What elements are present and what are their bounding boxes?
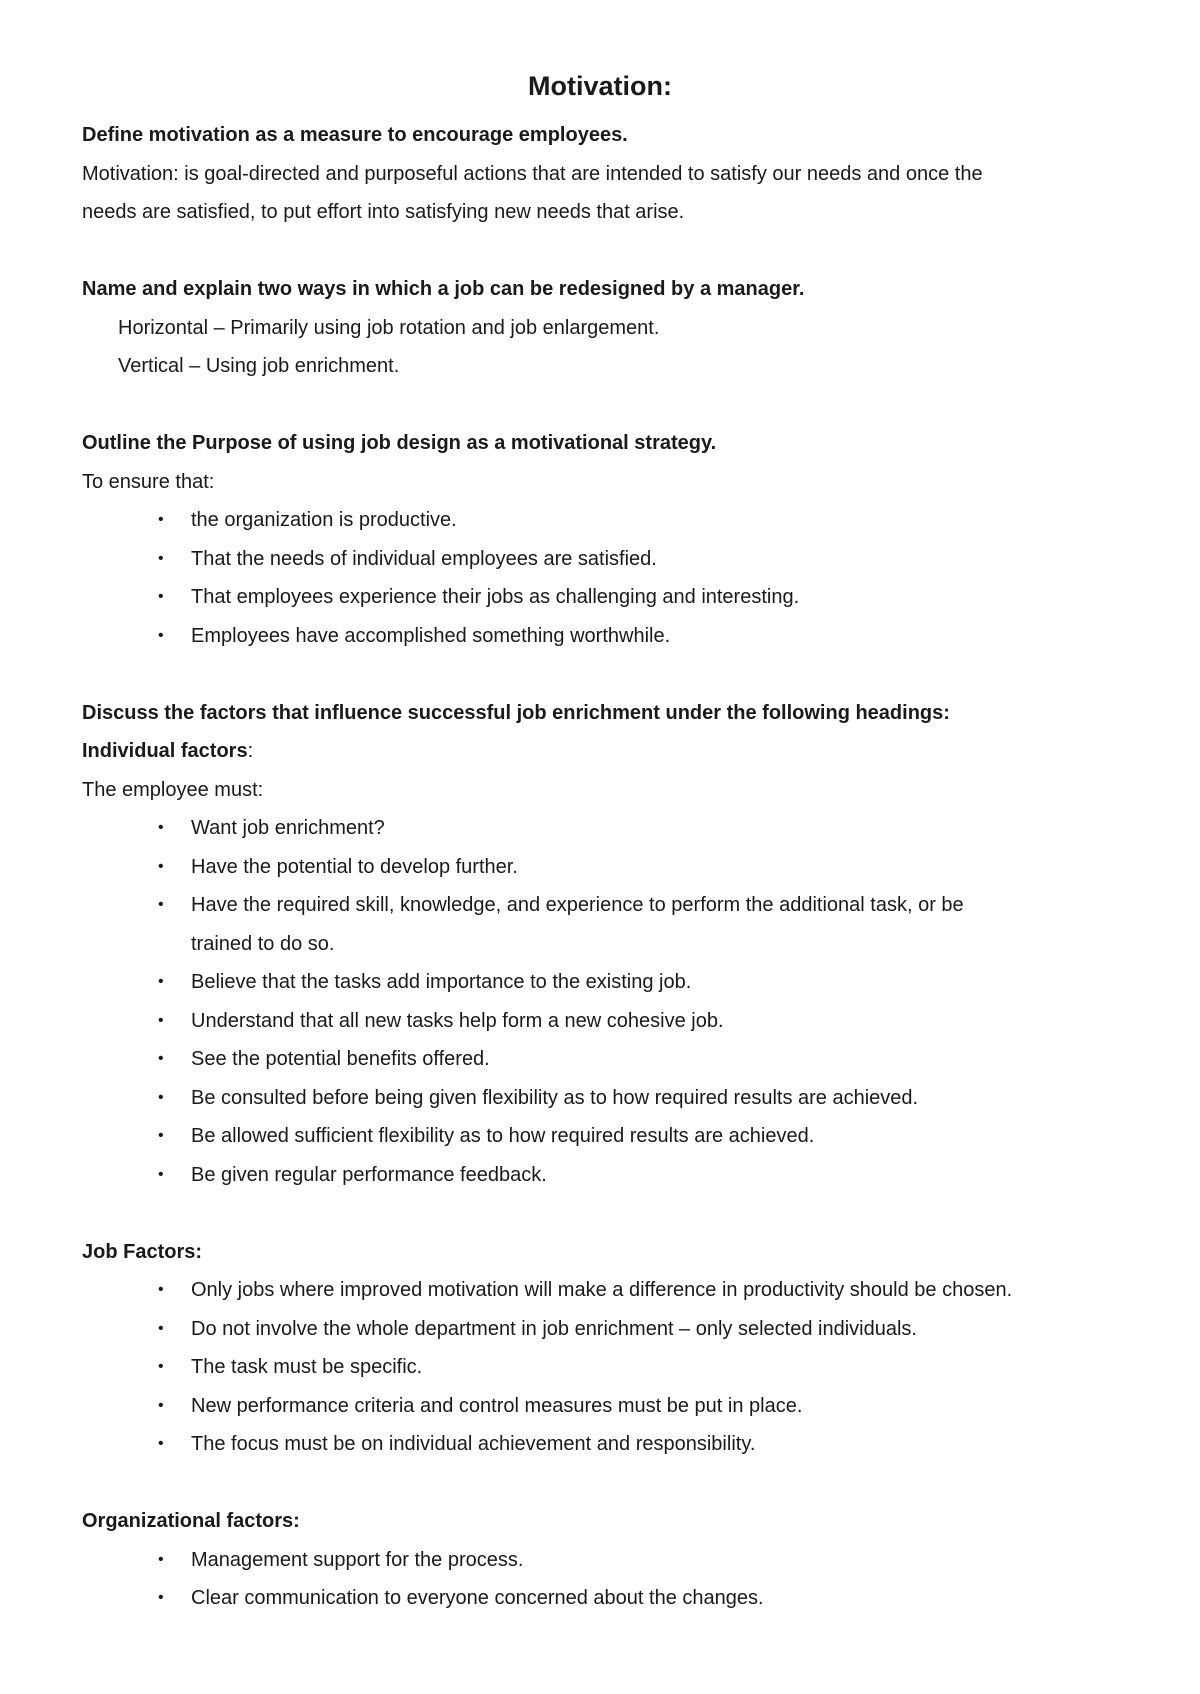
list-item: • Have the potential to develop further. xyxy=(82,848,1122,887)
bullet-icon: • xyxy=(158,819,164,836)
list-item: • Clear communication to everyone concerned about the changes. xyxy=(82,1579,1122,1618)
individual-factors-list xyxy=(82,809,1122,1194)
section-heading-define-motivation: Define motivation as a measure to encourage employees. xyxy=(82,124,628,146)
redesign-item-horizontal: Horizontal – Primarily using job rotation and job enlargement. xyxy=(118,316,660,339)
list-item: • New performance criteria and control measures must be put in place. xyxy=(82,1387,1122,1426)
bullet-icon: • xyxy=(158,626,164,644)
bullet-icon: • xyxy=(158,896,164,913)
list-item: • The focus must be on individual achievement and responsibility. xyxy=(82,1425,1122,1464)
list-item: • Believe that the tasks add importance to the existing job. xyxy=(82,963,1122,1002)
list-item: • Employees have accomplished something worthwhile. xyxy=(82,617,1122,656)
list-item: • The task must be specific. xyxy=(82,1348,1122,1387)
bullet-icon: • xyxy=(158,857,164,875)
bullet-icon: • xyxy=(158,1011,164,1029)
bullet-icon: • xyxy=(158,1127,164,1144)
redesign-item-vertical: Vertical – Using job enrichment. xyxy=(118,355,400,377)
bullet-icon: • xyxy=(158,1396,164,1414)
bullet-icon: • xyxy=(158,1281,164,1298)
bullet-icon: • xyxy=(158,1088,164,1106)
list-item-continuation: trained to do so. xyxy=(191,932,335,955)
list-item: • See the potential benefits offered. xyxy=(82,1040,1122,1079)
paragraph-line: needs are satisfied, to put effort into satisfying new needs that arise. xyxy=(82,201,685,223)
list-item: • That employees experience their jobs as challenging and interesting. xyxy=(82,578,1122,617)
purpose-list xyxy=(82,501,1122,655)
page-title: Motivation: xyxy=(528,71,672,101)
bullet-icon: • xyxy=(158,588,164,605)
paragraph-line: Motivation: is goal-directed and purposeful actions that are intended to satisfy our needs and once the xyxy=(82,162,983,185)
list-item: • Be given regular performance feedback. xyxy=(82,1156,1122,1195)
bullet-icon: • xyxy=(158,1050,164,1067)
list-item: • Have the required skill, knowledge, and experience to perform the additional task, or be xyxy=(82,886,1122,925)
bullet-icon: • xyxy=(158,1358,164,1375)
list-item: • Management support for the process. xyxy=(82,1541,1122,1580)
section-heading-job-enrichment-factors: Discuss the factors that influence successful job enrichment under the following headings: xyxy=(82,701,950,724)
bullet-icon: • xyxy=(158,1550,164,1568)
bullet-icon: • xyxy=(158,549,164,567)
subheading-job-factors: Job Factors: xyxy=(82,1240,203,1263)
list-item: • Understand that all new tasks help form a new cohesive job. xyxy=(82,1002,1122,1041)
subheading-individual-factors: Individual factors: xyxy=(82,740,254,762)
job-factors-list xyxy=(82,1271,1122,1464)
list-item: • That the needs of individual employees are satisfied. xyxy=(82,540,1122,579)
document-body xyxy=(82,116,1122,1618)
section-heading-job-redesign: Name and explain two ways in which a job can be redesigned by a manager. xyxy=(82,278,805,300)
list-item: • Be consulted before being given flexibility as to how required results are achieved. xyxy=(82,1079,1122,1118)
bullet-icon: • xyxy=(158,1435,164,1452)
bullet-icon: • xyxy=(158,1589,164,1606)
list-item: • Do not involve the whole department in job enrichment – only selected individuals. xyxy=(82,1310,1122,1349)
section-heading-job-design-purpose: Outline the Purpose of using job design as a motivational strategy. xyxy=(82,432,717,454)
list-item: • Only jobs where improved motivation will make a difference in productivity should be chosen. xyxy=(82,1271,1122,1310)
list-item: • Be allowed sufficient flexibility as to how required results are achieved. xyxy=(82,1117,1122,1156)
paragraph-line: The employee must: xyxy=(82,778,264,801)
bullet-icon: • xyxy=(158,973,164,990)
bullet-icon: • xyxy=(158,1165,164,1183)
paragraph-line: To ensure that: xyxy=(82,470,215,493)
subheading-organizational-factors: Organizational factors: xyxy=(82,1510,300,1532)
organizational-factors-list xyxy=(82,1541,1122,1618)
list-item: • Want job enrichment? xyxy=(82,809,1122,848)
bullet-icon: • xyxy=(158,1319,164,1337)
bullet-icon: • xyxy=(158,511,164,528)
list-item: • the organization is productive. xyxy=(82,501,1122,540)
